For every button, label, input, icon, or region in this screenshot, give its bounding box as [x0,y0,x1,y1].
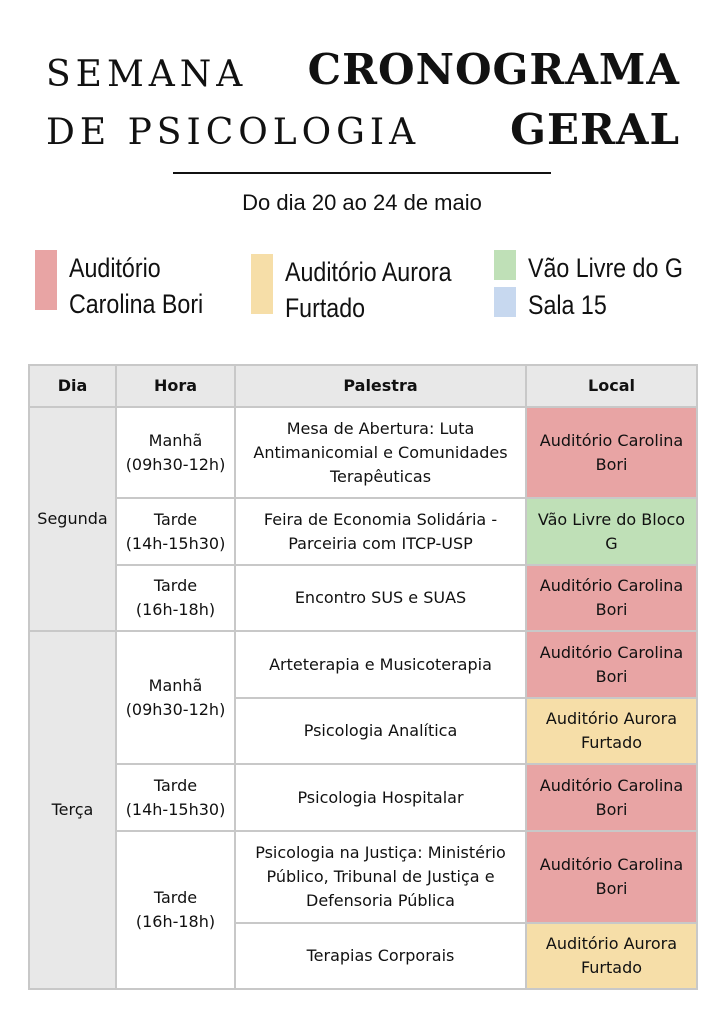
date-range-subtitle: Do dia 20 ao 24 de maio [242,190,482,215]
day-cell: Terça [29,631,116,989]
location-cell: Auditório Carolina Bori [526,831,697,923]
title-right-line1: CRONOGRAMA [307,45,680,94]
talk-cell: Mesa de Abertura: Luta Antimanicomial e Comunidades Terapêuticas [235,407,526,498]
talk-cell: Feira de Economia Solidária - Parceiria com ITCP-USP [235,498,526,565]
schedule-table [28,364,698,990]
location-cell: Auditório Carolina Bori [526,631,697,698]
title-divider [173,172,551,174]
header-local: Local [526,365,697,407]
location-cell: Auditório Aurora Furtado [526,698,697,764]
talk-cell: Arteterapia e Musicoterapia [235,631,526,698]
talk-cell: Psicologia Analítica [235,698,526,764]
table-row [29,407,697,498]
table-header-row [29,365,697,407]
location-cell: Auditório Carolina Bori [526,565,697,631]
title-left-line2: DE PSICOLOGIA [46,112,421,153]
legend-swatch-red [35,250,57,310]
location-cell: Auditório Aurora Furtado [526,923,697,989]
time-cell: Manhã (09h30-12h) [116,631,235,764]
legend-label: Auditório Aurora Furtado [285,257,452,323]
legend-label: Sala 15 [528,290,607,320]
legend-label: Auditório Carolina Bori [69,253,204,319]
legend-item-carolina-bori [35,250,225,322]
legend-item-sala-15 [494,287,620,323]
legend-item-aurora-furtado [251,254,479,326]
location-cell: Auditório Carolina Bori [526,407,697,498]
table-row [29,764,697,831]
table-row [29,631,697,698]
header-hora: Hora [116,365,235,407]
location-cell: Auditório Carolina Bori [526,764,697,831]
time-cell: Tarde (14h-15h30) [116,764,235,831]
time-cell: Manhã (09h30-12h) [116,407,235,498]
legend-swatch-yellow [251,254,273,314]
table-row [29,498,697,565]
time-cell: Tarde (16h-18h) [116,831,235,989]
legend-swatch-green [494,250,516,280]
table-row [29,565,697,631]
header-palestra: Palestra [235,365,526,407]
legend-item-vao-livre [494,250,708,286]
talk-cell: Encontro SUS e SUAS [235,565,526,631]
header-dia: Dia [29,365,116,407]
time-cell: Tarde (16h-18h) [116,565,235,631]
title-left-line1: SEMANA [46,54,248,95]
talk-cell: Psicologia na Justiça: Ministério Público, Tribunal de Justiça e Defensoria Pública [235,831,526,923]
title-right-line2: GERAL [510,105,680,154]
talk-cell: Psicologia Hospitalar [235,764,526,831]
table-row [29,831,697,923]
title-cronograma-geral [285,40,680,160]
location-cell: Vão Livre do Bloco G [526,498,697,565]
legend-swatch-blue [494,287,516,317]
day-cell: Segunda [29,407,116,631]
time-cell: Tarde (14h-15h30) [116,498,235,565]
legend-label: Vão Livre do G [528,253,683,283]
talk-cell: Terapias Corporais [235,923,526,989]
